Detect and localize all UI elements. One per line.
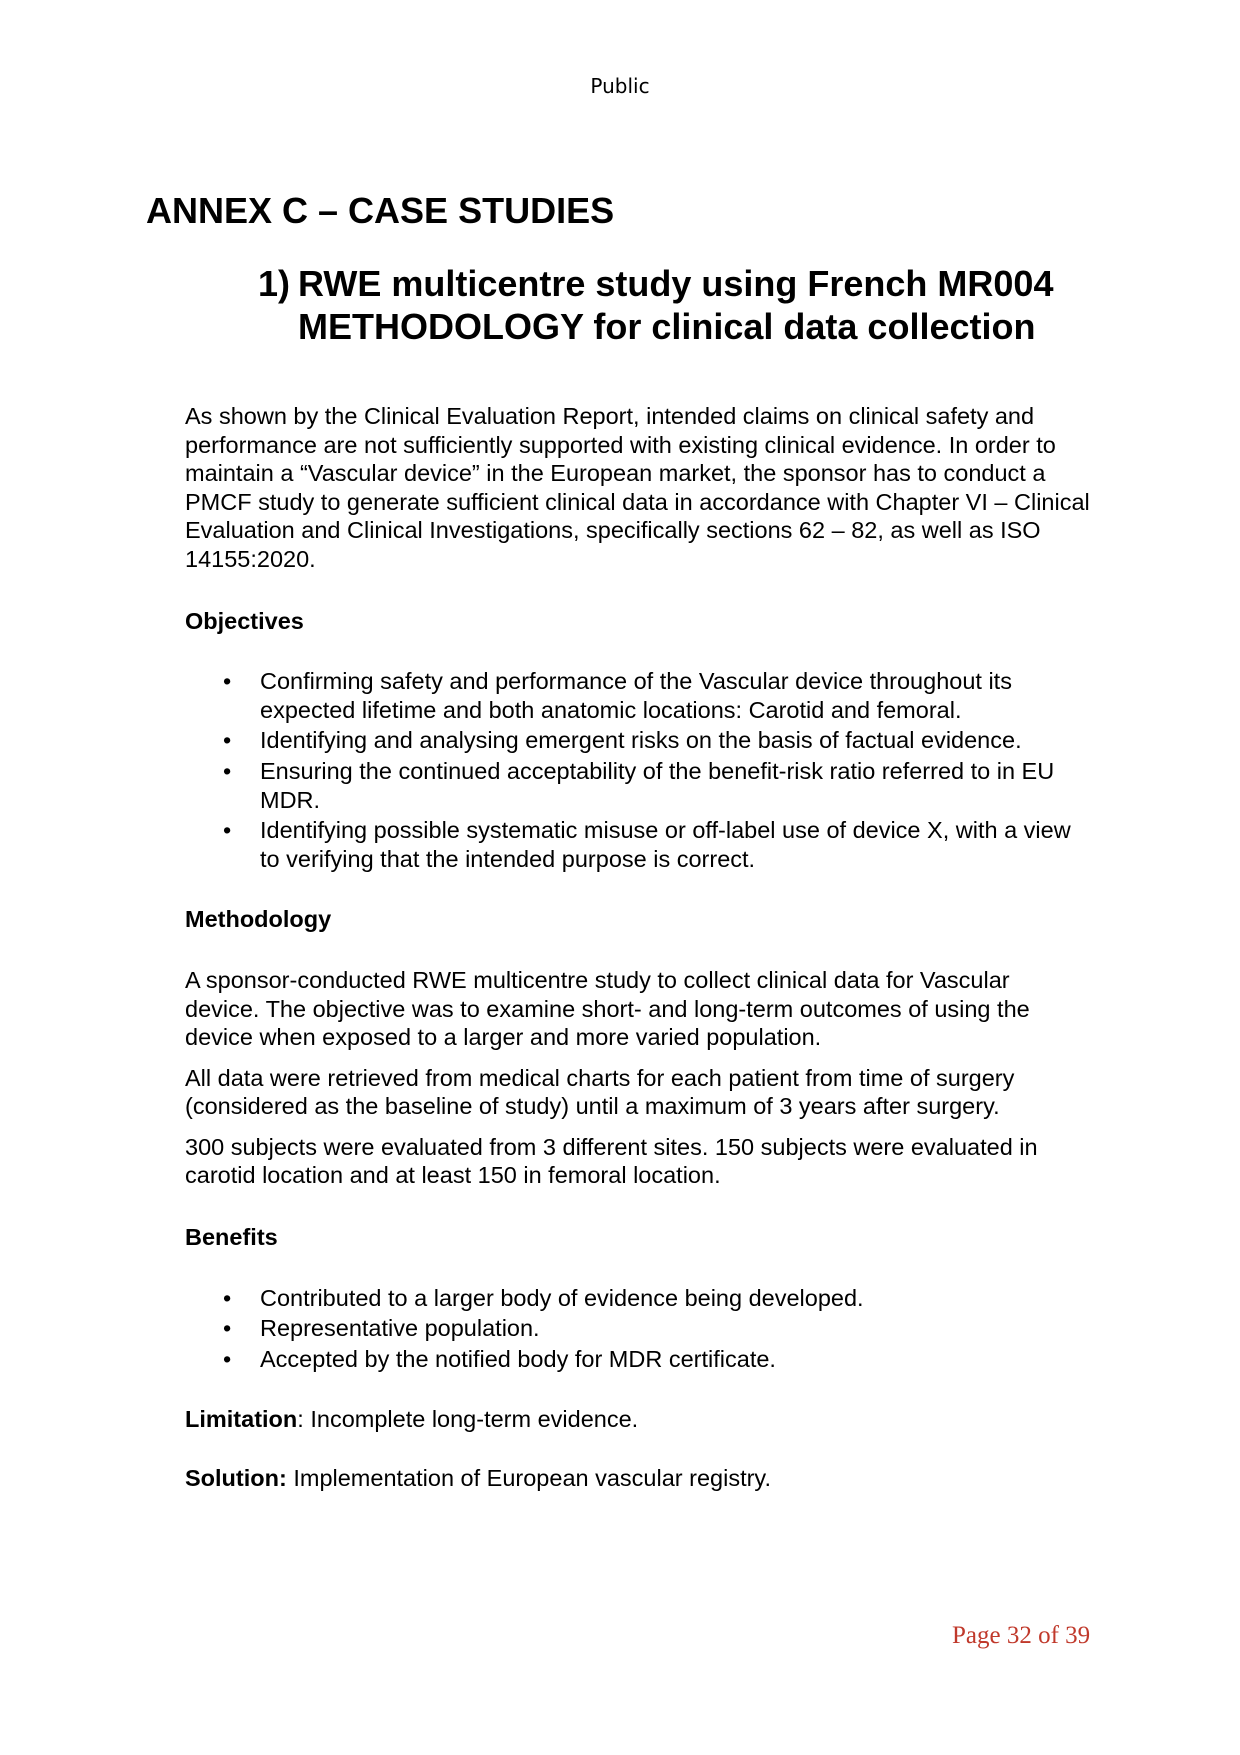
annex-title: ANNEX C – CASE STUDIES (146, 190, 615, 231)
limitation-label: Limitation (185, 1406, 298, 1433)
limitation-line (185, 1405, 1090, 1434)
section-number: 1) (258, 263, 291, 304)
methodology-paragraph: All data were retrieved from medical charts for each patient from time of surgery (considered as the baseline of study) until a maximum of 3 years after surgery. (185, 1064, 1015, 1120)
benefits-heading: Benefits (185, 1224, 278, 1251)
list-item: • Confirming safety and performance of the Vascular device throughout its expected lifetime and both anatomic locations: Carotid and femoral. (185, 667, 1090, 724)
methodology-heading: Methodology (185, 906, 332, 933)
solution-label: Solution: (185, 1465, 287, 1492)
list-item: • Contributed to a larger body of evidence being developed. (185, 1284, 1090, 1313)
intro-paragraph: As shown by the Clinical Evaluation Report, intended claims on clinical safety and performance are not sufficiently supported with existing clinical evidence. In order to maintain a “Vascular device” in the European market, the sponsor has to conduct a PMCF study to generate sufficient clinical data in accordance with Chapter VI – Clinical Evaluation and Clinical Investigations, specifically sections 62 – 82, as well as ISO 14155:2020. (185, 403, 1090, 572)
methodology-paragraph: 300 subjects were evaluated from 3 different sites. 150 subjects were evaluated in carotid location and at least 150 in femoral location. (185, 1133, 1038, 1189)
list-item: • Representative population. (185, 1314, 1090, 1343)
list-item: • Accepted by the notified body for MDR certificate. (185, 1345, 1090, 1374)
section-title: RWE multicentre study using French MR004 METHODOLOGY for clinical data collection (298, 263, 1054, 347)
solution-text: Implementation of European vascular registry. (286, 1465, 771, 1492)
limitation-text: : Incomplete long-term evidence. (297, 1406, 639, 1433)
objectives-heading: Objectives (185, 607, 304, 634)
benefits-list (185, 1284, 1090, 1374)
classification-label: Public (590, 74, 650, 98)
case-study-body (185, 402, 1090, 1523)
objectives-list (185, 667, 1090, 873)
page-number: Page 32 of 39 (952, 1622, 1091, 1649)
list-item: • Identifying and analysing emergent risks on the basis of factual evidence. (185, 726, 1090, 755)
section-heading (258, 262, 1078, 348)
methodology-paragraph: A sponsor-conducted RWE multicentre study to collect clinical data for Vascular device. The objective was to examine short- and long-term outcomes of using the device when exposed to a larger and more varied population. (185, 966, 1030, 1051)
solution-line (185, 1464, 1090, 1493)
list-item: • Identifying possible systematic misuse or off-label use of device X, with a view to verifying that the intended purpose is correct. (185, 816, 1090, 873)
list-item: • Ensuring the continued acceptability of the benefit-risk ratio referred to in EU MDR. (185, 757, 1090, 814)
